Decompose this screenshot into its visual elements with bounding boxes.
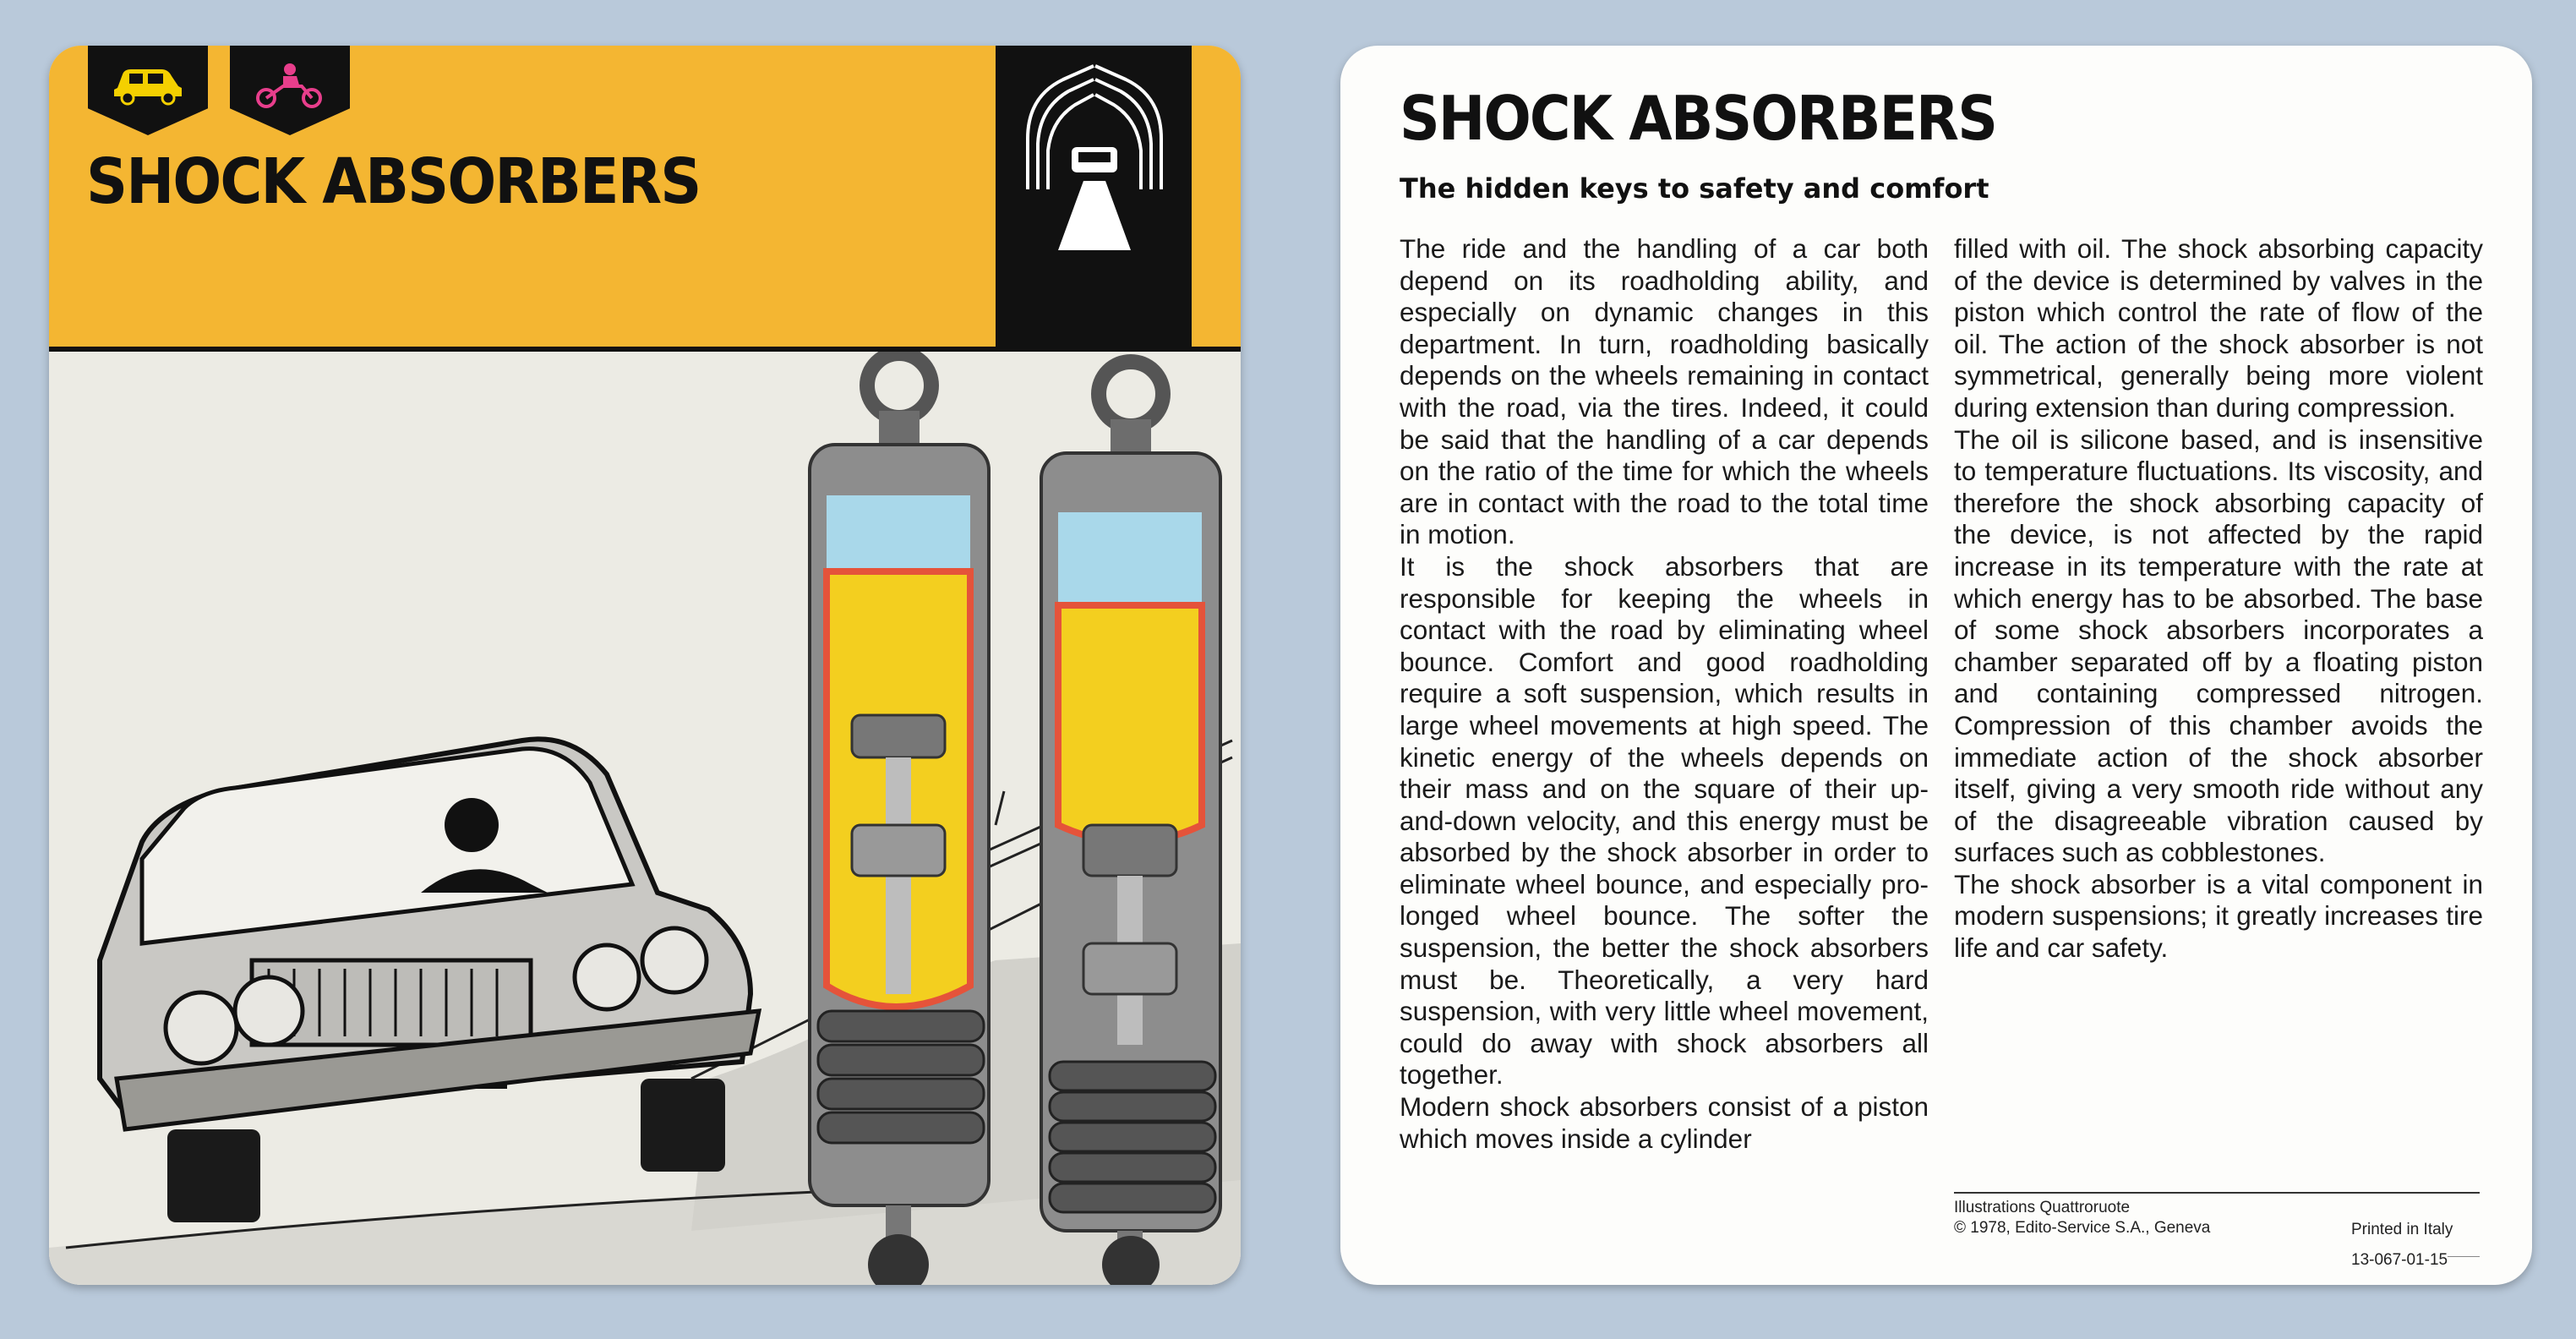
paragraph: Modern shock absorbers consist of a piston which moves inside a cylinder [1400,1091,1929,1154]
copyright-notice: © 1978, Edito-Service S.A., Geneva [1954,1219,2211,1237]
car-icon [111,63,185,107]
footer-separator [2448,1256,2480,1257]
text-column-right [1954,233,2483,1163]
shock-absorber-1 [810,353,989,1285]
paragraph: The ride and the handling of a car both depend on its roadholding ability, and especially on dynamic changes in this department. In turn, roadholding basically depends on the wheels remaining in contact with the road, via the tires. Indeed, it could be said that the handling of a car depends on the ratio of the time for which the wheels are in contact with the road to the total time in motion. [1400,233,1929,550]
motorcycle-icon [253,63,327,110]
back-subtitle: The hidden keys to safety and comfort [1400,172,1989,205]
back-title: SHOCK ABSORBERS [1400,83,1997,154]
footer-rule [1954,1192,2480,1194]
front-card [49,46,1241,1285]
paragraph: The oil is silicone based, and is insensitive to temperature fluctuations. Its viscosity, and therefore the shock absorbing capacity of the device, is not affected by the rapid increase in its temperature with the rate at which energy has to be absorbed. The base of some shock absorbers incorporates a chamber separated off by a floating piston and containing compressed nitrogen. Compression of this chamber avoids the immediate action of the shock absorber itself, giving a very smooth ride without any of the disagreeable vibration caused by surfaces such as cobblestones. [1954,424,2483,868]
shock-absorber-2 [1041,362,1220,1285]
printed-in-notice: Printed in Italy [2351,1221,2453,1238]
paragraph: filled with oil. The shock absorbing capacity of the device is determined by valves in the piston which control the rate of flow of the oil. The action of the shock absorber is not symmetrical, generally being more violent during extension than during compression. [1954,233,2483,423]
text-column-left [1400,233,1929,1248]
shock-absorber-illustration [49,352,1241,1285]
card-code: 13-067-01-15 [2351,1251,2448,1269]
illustration-credit: Illustrations Quattroruote [1954,1199,2131,1216]
header-band-edge [1192,46,1241,347]
paragraph: The shock absorber is a vital component in modern suspensions; it greatly increases tire life and car safety. [1954,868,2483,964]
safety-hands-icon [1012,63,1176,257]
front-title: SHOCK ABSORBERS [86,145,701,218]
back-card [1340,46,2532,1285]
paragraph: It is the shock absorbers that are responsible for keeping the wheels in contact with the road by eliminating wheel bounce. Comfort and good roadholding require a soft suspension, which results in large wheel movements at high speed. The kinetic energy of the wheels depends on their mass and on the square of their up-and-down velocity, and this energy must be absorbed by the shock absorber in order to eliminate wheel bounce, and especially prolonged wheel bounce. The softer the suspension, the better the shock absorbers must be. Theoretically, a very hard suspension, with very little wheel movement, could do away with shock absorbers all together. [1400,550,1929,1090]
